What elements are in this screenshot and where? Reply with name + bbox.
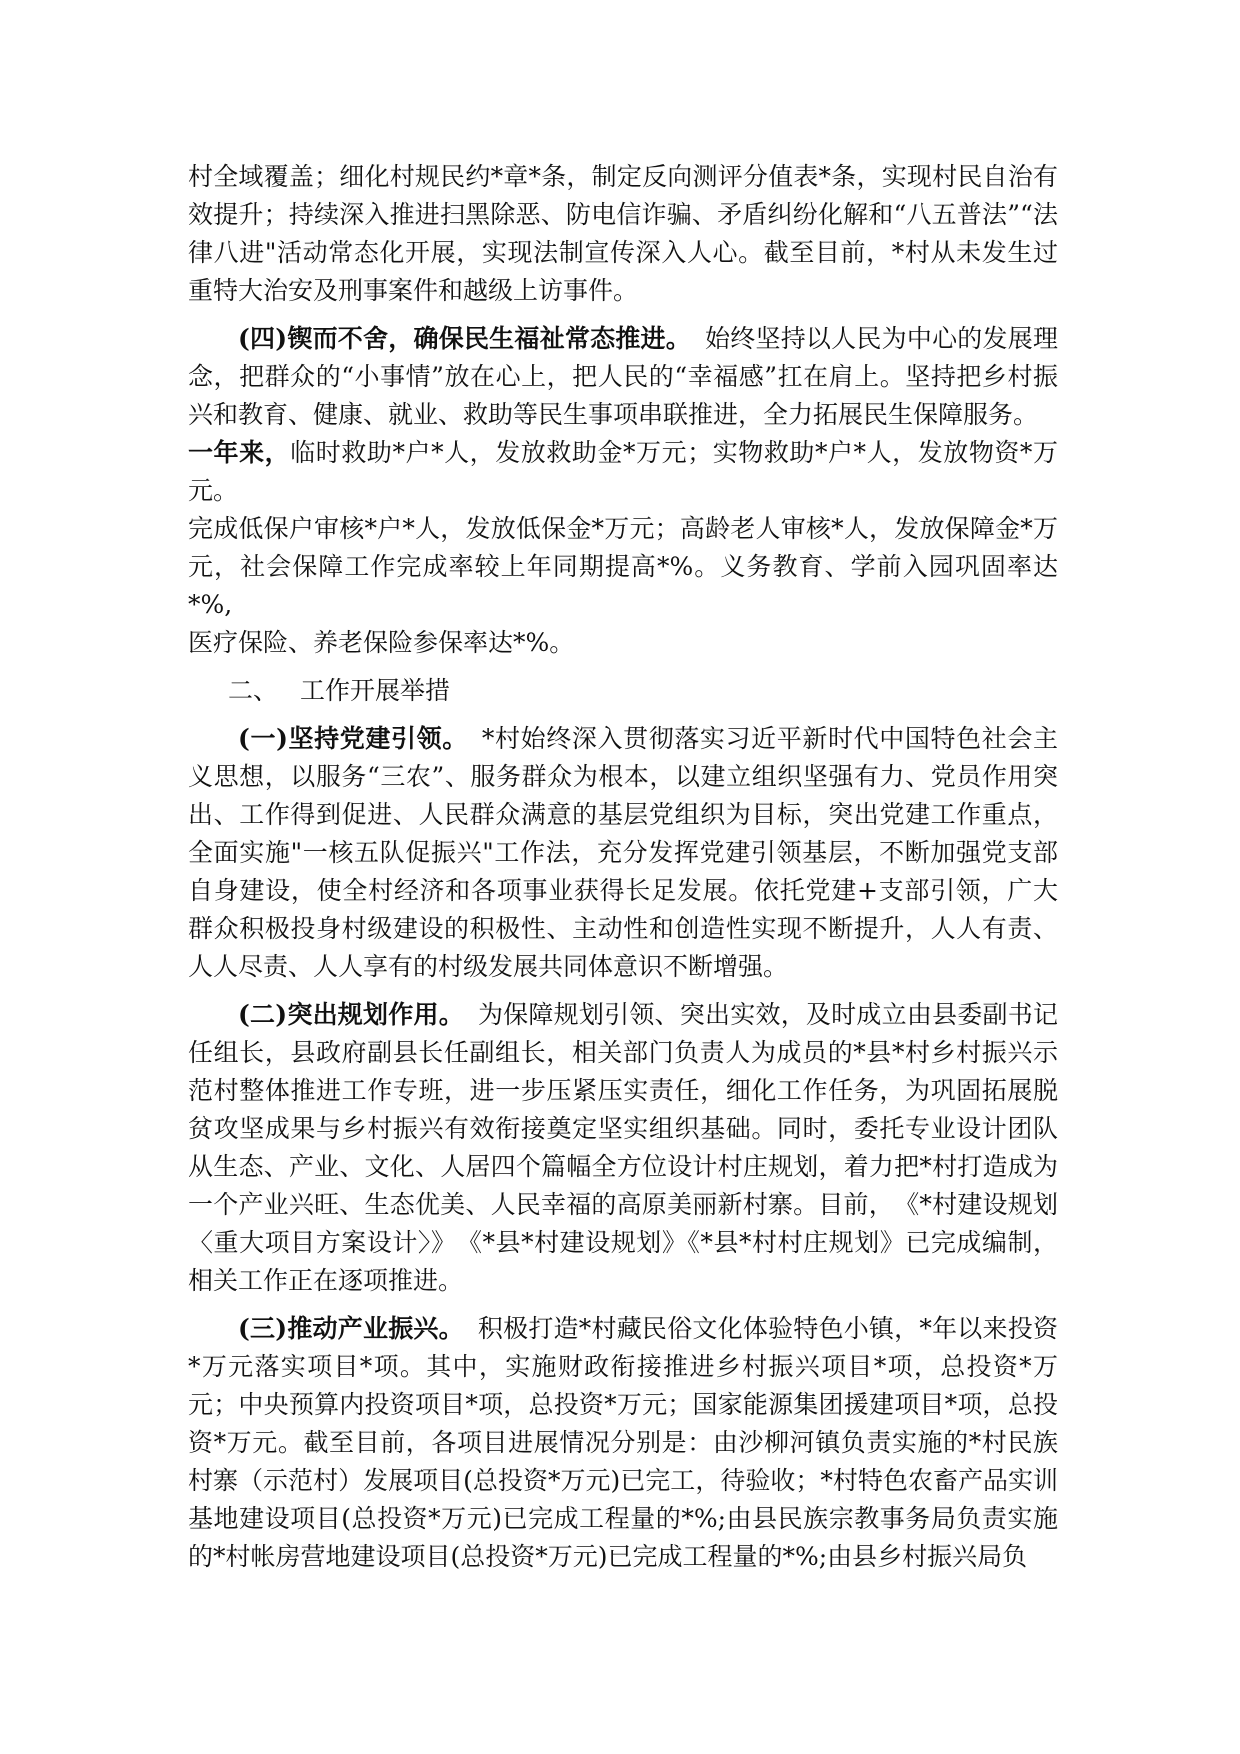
intro-paragraph xyxy=(188,158,1058,310)
section4-year-lead: 一年来， xyxy=(188,438,291,467)
measure3-paragraph xyxy=(188,1310,1058,1576)
measure1-text: *村始终深入贯彻落实习近平新时代中国特色社会主义思想，以服务“三农”、服务群众为根本，以建立组织坚强有力、党员作用突出、工作得到促进、人民群众满意的基层党组织为目标，突出党建工作重点，全面实施"一核五队促振兴"工作法，充分发挥党建引领基层，不断加强党支部自身建设，使全村经济和各项事业获得长足发展。依托党建+支部引领，广大群众积极投身村级建设的积极性、主动性和创造性实现不断提升，人人有责、人人尽责、人人享有的村级发展共同体意识不断增强。 xyxy=(188,724,1058,981)
section4-text3: 完成低保户审核*户*人，发放低保金*万元；高龄老人审核*人，发放保障金*万 元，社会保障工作完成率较上年同期提高*%。义务教育、学前入园巩固率达*%, xyxy=(188,514,1084,619)
document-page xyxy=(188,158,1084,1586)
measure3-text: 积极打造*村藏民俗文化体验特色小镇，*年以来投资*万元落实项目*项。其中，实施财政衔接推进乡村振兴项目*项，总投资*万元；中央预算内投资项目*项，总投资*万元；国家能源集团援建项目*项，总投资*万元。截至目前，各项目进展情况分别是：由沙柳河镇负责实施的*村民族村寨（示范村）发展项目(总投资*万元)已完工，待验收；*村特色农畜产品实训基地建设项目(总投资*万元)已完成工程量的*%;由县民族宗教事务局负责实施的*村帐房营地建设项目(总投资*万元)已完成工程量的*%;由县乡村振兴局负 xyxy=(188,1314,1058,1571)
section4-text2: 临时救助*户*人，发放救助金*万元；实物救助*户*人，发放物资*万元。 xyxy=(188,438,1058,505)
measure2-lead: (二)突出规划作用。 xyxy=(238,1000,464,1029)
section4-paragraph xyxy=(188,320,1084,662)
section4-text4: 医疗保险、养老保险参保率达*%。 xyxy=(188,628,575,657)
section4-lead: (四)锲而不舍，确保民生福祉常态推进。 xyxy=(238,324,692,353)
measure1-paragraph xyxy=(188,720,1058,986)
part2-title: 工作开展举措 xyxy=(300,676,451,705)
part2-number: 二、 xyxy=(228,676,279,705)
part2-heading xyxy=(188,672,1058,710)
measure2-paragraph xyxy=(188,996,1058,1300)
intro-text: 村全域覆盖；细化村规民约*章*条，制定反向测评分值表*条，实现村民自治有效提升；持续深入推进扫黑除恶、防电信诈骗、矛盾纠纷化解和“八五普法”“法律八进"活动常态化开展，实现法制宣传深入人心。截至目前，*村从未发生过重特大治安及刑事案件和越级上访事件。 xyxy=(188,162,1058,305)
measure1-lead: (一)坚持党建引领。 xyxy=(238,724,468,753)
section4-text1: 始终坚持以人民为中心的发展理念，把群众的“小事情”放在心上，把人民的“幸福感”扛在肩上。坚持把乡村振兴和教育、健康、就业、救助等民生事项串联推进，全力拓展民生保障服务。 xyxy=(188,324,1058,429)
measure2-text: 为保障规划引领、突出实效，及时成立由县委副书记任组长，县政府副县长任副组长，相关部门负责人为成员的*县*村乡村振兴示范村整体推进工作专班，进一步压紧压实责任，细化工作任务，为巩固拓展脱贫攻坚成果与乡村振兴有效衔接奠定坚实组织基础。同时，委托专业设计团队从生态、产业、文化、人居四个篇幅全方位设计村庄规划，着力把*村打造成为一个产业兴旺、生态优美、人民幸福的高原美丽新村寨。目前， 《*村建设规划〈重大项目方案设计〉》 《*县*村建设规划》《*县*村村庄规划》已完成编制，相关工作正在逐项推进。 xyxy=(188,1000,1058,1295)
measure3-lead: (三)推动产业振兴。 xyxy=(238,1314,464,1343)
